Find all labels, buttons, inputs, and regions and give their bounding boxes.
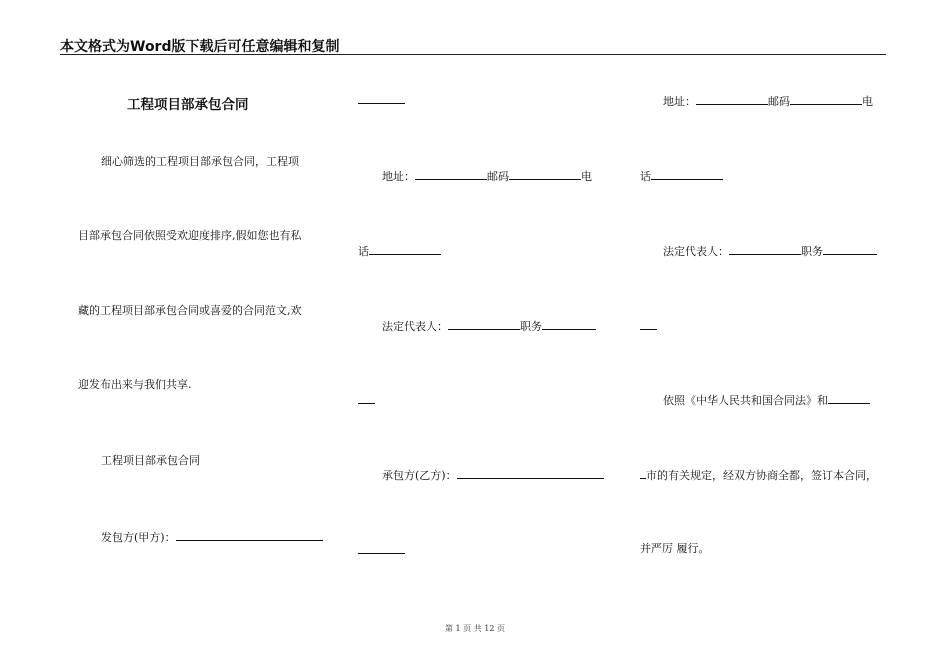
- address-label-b: 地址：: [663, 95, 696, 108]
- postcode-label-a: 邮码: [487, 170, 509, 183]
- legal-rep-label-a: 法定代表人：: [382, 320, 448, 333]
- position-blank-a-cont: [358, 392, 375, 404]
- tel-label-a2: 话: [358, 245, 369, 258]
- position-blank-b: [823, 243, 877, 255]
- address-line-b: [663, 93, 873, 109]
- intro-line-2: 目部承包合同依照受欢迎度排序,假如您也有私: [78, 229, 302, 242]
- compliance-line: 并严厉 履行。: [640, 542, 710, 555]
- document-title: 工程项目部承包合同: [127, 97, 249, 113]
- contract-subtitle: 工程项目部承包合同: [101, 454, 200, 467]
- tel-line-b: [640, 168, 723, 184]
- legal-rep-blank-a: [448, 318, 520, 330]
- party-b-label: 承包方(乙方)：: [382, 469, 457, 482]
- tel-line-a: [358, 243, 441, 259]
- party-b-line: [382, 467, 604, 483]
- legal-rep-line-a: [382, 318, 596, 334]
- address-line-a: [382, 168, 592, 184]
- intro-line-4: 迎发布出来与我们共享.: [78, 378, 192, 391]
- party-a-name-blank: [358, 92, 405, 104]
- postcode-blank-a: [509, 168, 581, 180]
- party-b-name-blank: [358, 542, 405, 554]
- regulation-line: [640, 467, 877, 483]
- party-b-blank: [457, 467, 604, 479]
- tel-blank-a: [369, 243, 441, 255]
- page-header: [60, 34, 886, 55]
- address-label-a: 地址：: [382, 170, 415, 183]
- postcode-blank-b: [790, 93, 862, 105]
- party-a-blank: [176, 529, 323, 541]
- legal-rep-line-b: [663, 243, 877, 259]
- legal-rep-label-b: 法定代表人：: [663, 245, 729, 258]
- page-footer: 第 1 页 共 12 页: [445, 624, 505, 633]
- tel-label-b1: 电: [862, 95, 873, 108]
- party-a-line: [101, 529, 323, 545]
- position-label-a: 职务: [520, 320, 542, 333]
- tel-label-a1: 电: [581, 170, 592, 183]
- position-cont-b: [640, 318, 657, 334]
- blank-line-top: [358, 92, 405, 108]
- position-blank-a: [542, 318, 596, 330]
- party-b-name-line: [358, 542, 405, 558]
- postcode-label-b: 邮码: [768, 95, 790, 108]
- legal-rep-blank-b: [729, 243, 801, 255]
- intro-line-3: 藏的工程项目部承包合同或喜爱的合同范文,欢: [78, 304, 302, 317]
- position-label-b: 职务: [801, 245, 823, 258]
- city-blank: [828, 392, 870, 404]
- regulation-text: 市的有关规定，经双方协商全都，签订本合同，: [646, 469, 877, 482]
- intro-line-1: 细心筛选的工程项目部承包合同，工程项: [101, 155, 299, 168]
- position-blank-b-cont: [640, 318, 657, 330]
- law-line: [663, 392, 870, 408]
- address-blank-a: [415, 168, 487, 180]
- party-a-label: 发包方(甲方)：: [101, 531, 176, 544]
- position-cont-a: [358, 392, 375, 408]
- address-blank-b: [696, 93, 768, 105]
- tel-blank-b: [651, 168, 723, 180]
- tel-label-b2: 话: [640, 170, 651, 183]
- header-text: 本文格式为Word版下载后可任意编辑和复制: [60, 39, 340, 55]
- law-text: 依照《中华人民共和国合同法》和: [663, 394, 828, 407]
